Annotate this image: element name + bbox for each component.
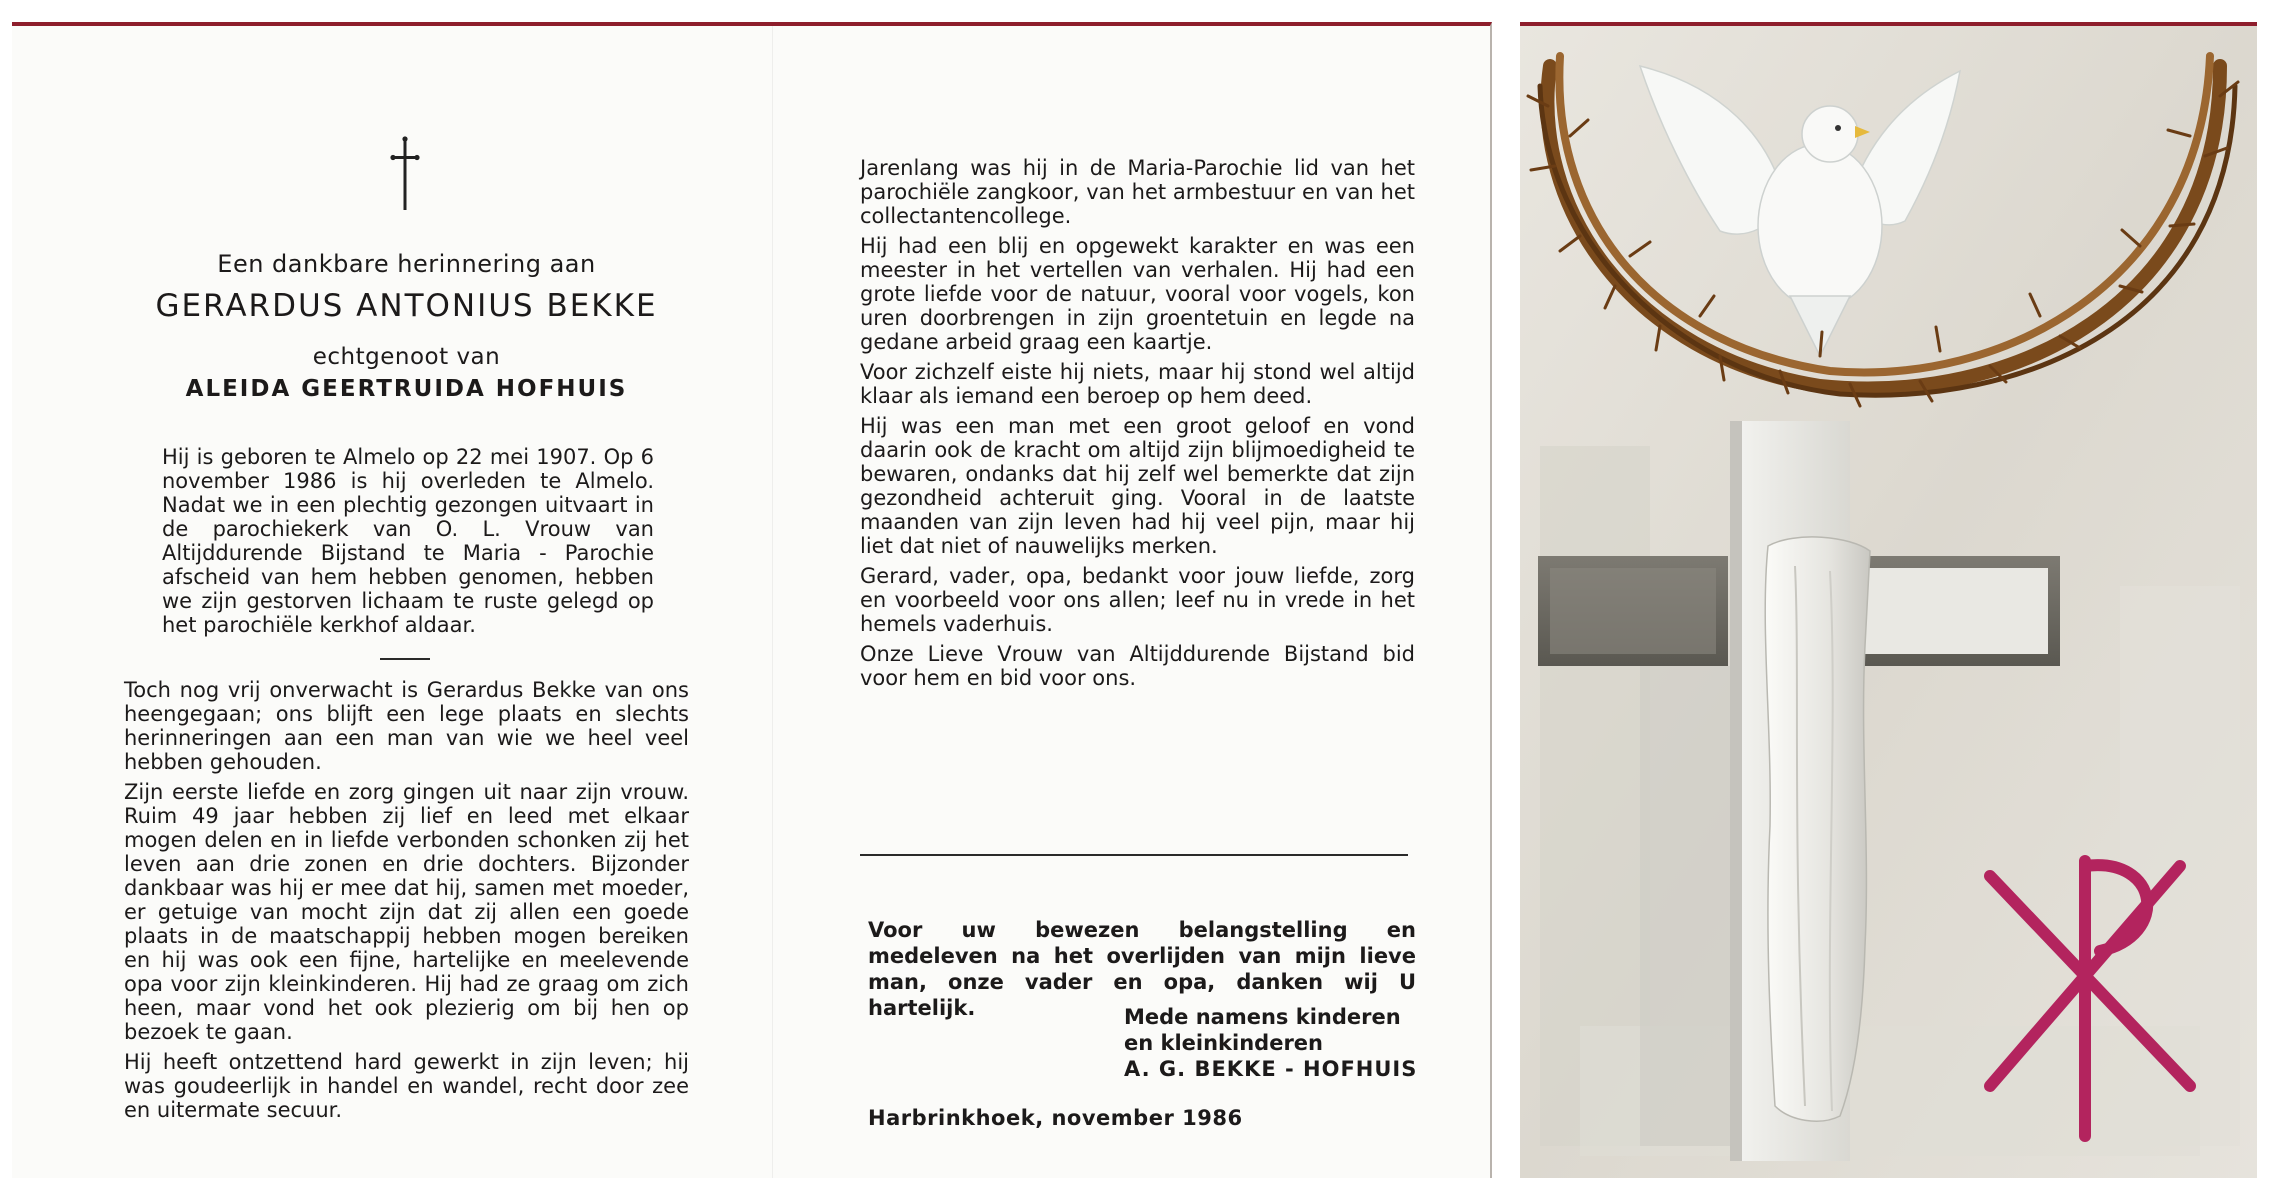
cloth — [1765, 537, 1870, 1121]
paragraph: Jarenlang was hij in de Maria-Parochie lid van het parochiële zangkoor, van het armbestuur en van het collectantencollege. — [860, 156, 1415, 228]
paragraph: Toch nog vrij onverwacht is Gerardus Bekke van ons heengegaan; ons blijft een lege plaats en slechts herinneringen aan een man van wie we heel veel hebben gehouden. — [124, 678, 689, 774]
paragraph: Voor zichzelf eiste hij niets, maar hij stond wel altijd klaar als iemand een beroep op hem deed. — [860, 360, 1415, 408]
left-body-text — [124, 678, 689, 1128]
biography: Hij is geboren te Almelo op 22 mei 1907. Op 6 november 1986 is hij overleden te Almelo. Nadat we in een plechtig gezongen uitvaart in de parochiekerk van O. L. Vrouw van Altijddurende Bijstand te Maria - Parochie afscheid van hem hebben genomen, hebben we zijn gestorven lichaam te ruste gelegd op het parochiële kerkhof aldaar. — [162, 445, 654, 637]
cross-icon — [390, 136, 420, 211]
paragraph: Gerard, vader, opa, bedankt voor jouw liefde, zorg en voorbeeld voor ons allen; leef nu in vrede in het hemels vaderhuis. — [860, 564, 1415, 636]
place-date: Harbrinkhoek, november 1986 — [868, 1106, 1243, 1130]
card-fold — [772, 26, 773, 1178]
paragraph: Zijn eerste liefde en zorg gingen uit naar zijn vrouw. Ruim 49 jaar hebben zij lief en leed met elkaar mogen delen en in liefde verbonden schonken zij het leven aan drie zonen en drie dochters. Bijzonder dankbaar was hij er mee dat hij, samen met moeder, er getuige van mocht zijn dat zij allen een goede plaats in de maatschappij hebben mogen bereiken en hij was ook een fijne, hartelijke en meelevende opa voor zijn kleinkinderen. Hij had ze graag om zich heen, maar vond het ook plezierig om bij hen op bezoek te gaan. — [124, 780, 689, 1044]
signature-block — [1124, 1004, 1424, 1082]
right-body-text — [860, 156, 1415, 696]
signature-line: Mede namens kinderen — [1124, 1005, 1401, 1029]
signature-name: A. G. BEKKE - HOFHUIS — [1124, 1057, 1418, 1081]
paragraph: Hij was een man met een groot geloof en vond daarin ook de kracht om altijd zijn blijmoedigheid te bewaren, ondanks dat hij zelf wel bemerkte dat zijn gezondheid achteruit ging. Vooral in de laatste maanden van zijn leven had hij veel pijn, maar hij liet dat niet of nauwelijks merken. — [860, 414, 1415, 558]
spouse-name: ALEIDA GEERTRUIDA HOFHUIS — [185, 376, 628, 402]
divider — [380, 658, 430, 660]
memorial-illustration — [1520, 26, 2257, 1178]
thanks-message: Voor uw bewezen belangstelling en medeleven na het overlijden van mijn lieve man, onze vader en opa, danken wij U hartelijk. — [868, 918, 1416, 1020]
paragraph: Hij heeft ontzettend hard gewerkt in zijn leven; hij was goudeerlijk in handel en wandel, recht door zee en uitermate secuur. — [124, 1050, 689, 1122]
divider — [860, 854, 1408, 856]
signature-line: en kleinkinderen — [1124, 1031, 1323, 1055]
intro-line: Een dankbare herinnering aan — [217, 250, 596, 278]
paragraph: Hij had een blij en opgewekt karakter en was een meester in het vertellen van verhalen. Hij had een grote liefde voor de natuur, vooral voor vogels, kon uren doorbrengen in zijn groentetuin en legde na gedane arbeid graag een kaartje. — [860, 234, 1415, 354]
card-text-side — [12, 22, 1492, 1178]
paragraph: Onze Lieve Vrouw van Altijddurende Bijstand bid voor hem en bid voor ons. — [860, 642, 1415, 690]
spouse-label: echtgenoot van — [312, 344, 501, 370]
deceased-name: GERARDUS ANTONIUS BEKKE — [155, 288, 658, 324]
card-image-side — [1520, 22, 2257, 1178]
